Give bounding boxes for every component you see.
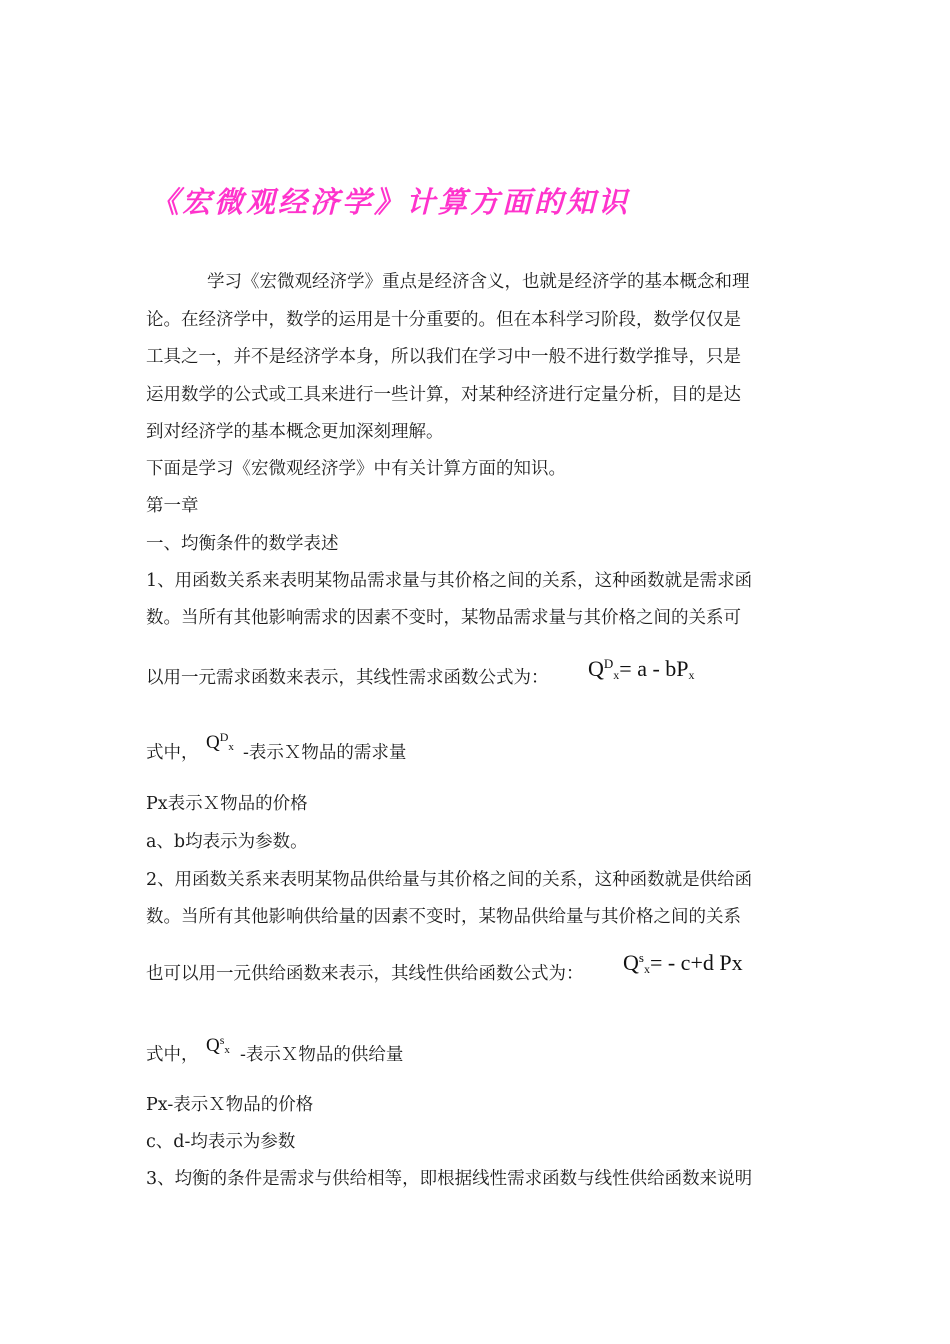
parameters-description: c、d-均表示为参数 bbox=[146, 1132, 296, 1152]
intro-line: 下面是学习《宏微观经济学》中有关计算方面的知识。 bbox=[146, 459, 566, 479]
section-heading: 一、均衡条件的数学表述 bbox=[146, 534, 339, 554]
parameters-description: a、b均表示为参数。 bbox=[146, 832, 308, 852]
price-description: Px表示Ｘ物品的价格 bbox=[146, 794, 308, 814]
supply-quantity-description: -表示Ｘ物品的供给量 bbox=[240, 1045, 404, 1065]
paragraph-line: 工具之一，并不是经济学本身，所以我们在学习中一般不进行数学推导，只是 bbox=[146, 347, 741, 367]
paragraph-line: 论。在经济学中，数学的运用是十分重要的。但在本科学习阶段，数学仅仅是 bbox=[146, 310, 741, 330]
document-title: 《宏微观经济学》计算方面的知识 bbox=[150, 185, 631, 219]
supply-function-formula: $Q^s_x= - c+d$ Px bbox=[623, 950, 743, 976]
demand-quantity-description: -表示Ｘ物品的需求量 bbox=[243, 743, 407, 763]
paragraph-line: 到对经济学的基本概念更加深刻理解。 bbox=[146, 422, 444, 442]
item1-line: 1、用函数关系来表明某物品需求量与其价格之间的关系，这种函数就是需求函 bbox=[146, 571, 753, 591]
where-prefix: 式中， bbox=[146, 1045, 199, 1065]
chapter-heading: 第一章 bbox=[146, 496, 199, 516]
item3-line: 3、均衡的条件是需求与供给相等，即根据线性需求函数与线性供给函数来说明 bbox=[146, 1169, 753, 1189]
demand-function-formula: $Q^D_x= a - bP_x$ bbox=[588, 656, 695, 682]
item2-line: 数。当所有其他影响供给量的因素不变时，某物品供给量与其价格之间的关系 bbox=[146, 907, 741, 927]
supply-quantity-symbol: $Q^s_x$ bbox=[206, 1033, 230, 1056]
item2-line: 2、用函数关系来表明某物品供给量与其价格之间的关系，这种函数就是供给函 bbox=[146, 870, 753, 890]
where-prefix: 式中， bbox=[146, 743, 199, 763]
item1-line: 以用一元需求函数来表示，其线性需求函数公式为： bbox=[146, 668, 549, 688]
item1-line: 数。当所有其他影响需求的因素不变时，某物品需求量与其价格之间的关系可 bbox=[146, 608, 741, 628]
paragraph-line: 学习《宏微观经济学》重点是经济含义，也就是经济学的基本概念和理 bbox=[207, 272, 750, 292]
demand-quantity-symbol: $Q^D_x$ bbox=[206, 730, 234, 753]
paragraph-line: 运用数学的公式或工具来进行一些计算，对某种经济进行定量分析，目的是达 bbox=[146, 385, 741, 405]
price-description: Px-表示Ｘ物品的价格 bbox=[146, 1095, 314, 1115]
item2-line: 也可以用一元供给函数来表示，其线性供给函数公式为： bbox=[146, 964, 584, 984]
